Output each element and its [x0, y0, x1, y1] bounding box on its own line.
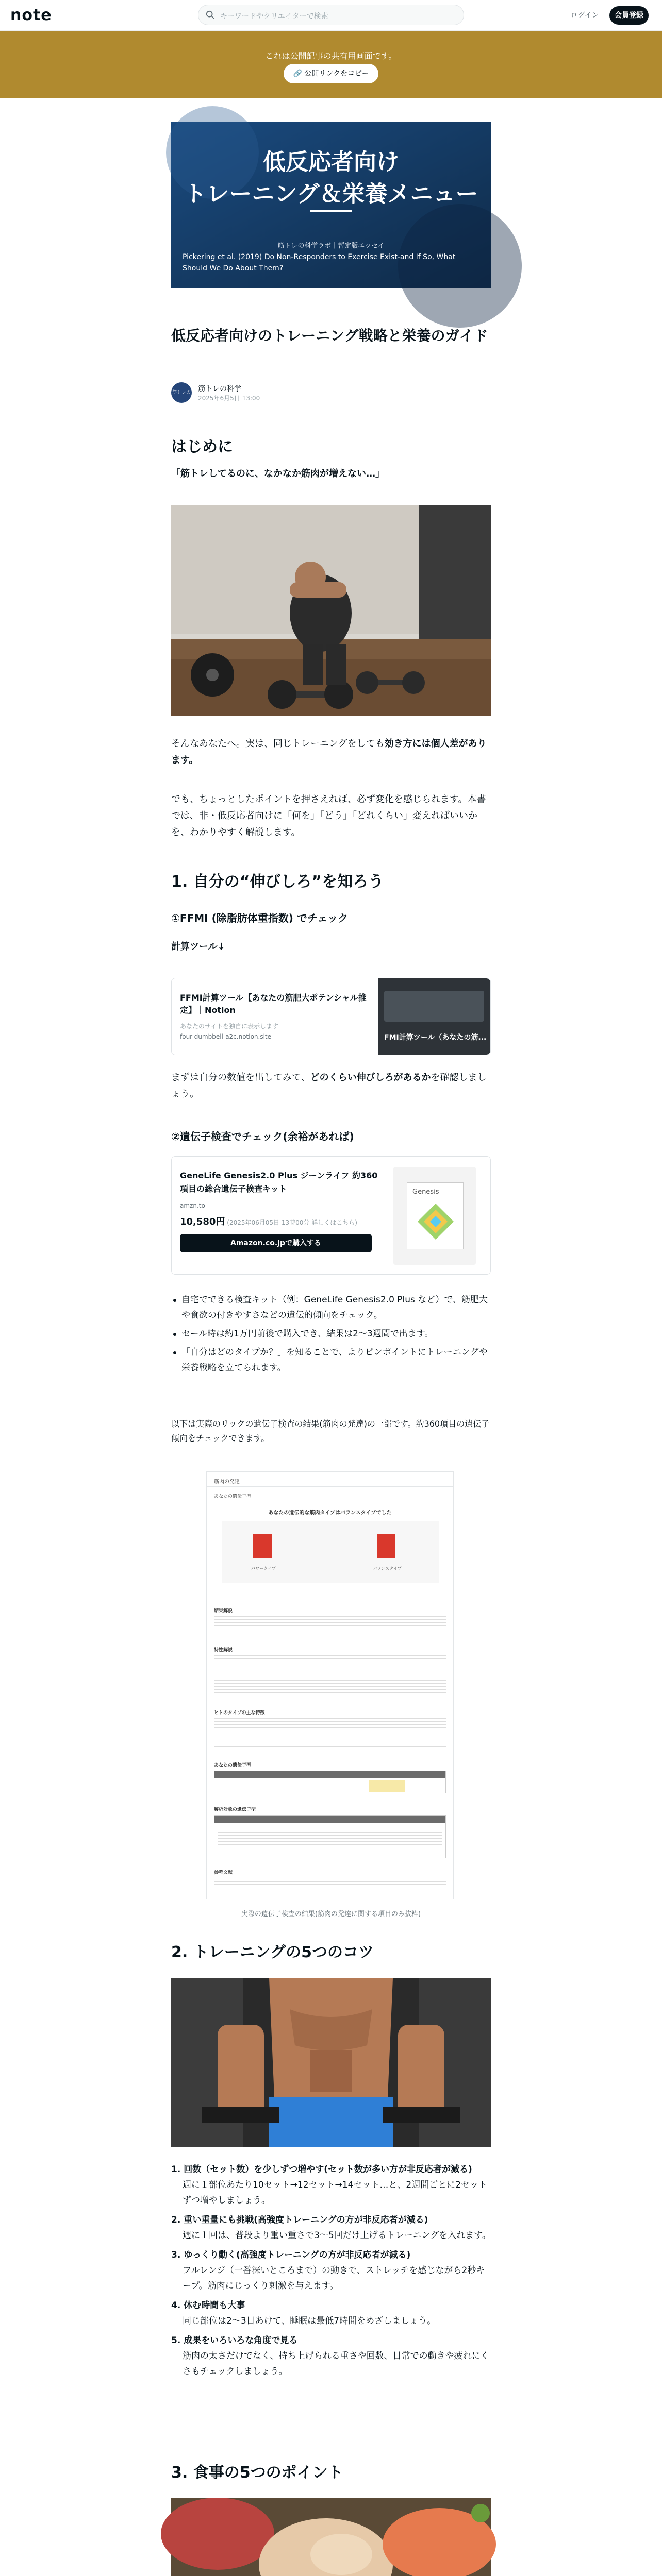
gene-test-subheading: ②遺伝子検査でチェック(余裕があれば) [171, 1130, 354, 1143]
link-icon: 🔗 [293, 70, 305, 78]
product-label: Genesis [412, 1188, 439, 1196]
lifter-illustration [171, 505, 491, 716]
tip-heading: 2. 重い重量にも挑戦(高強度トレーニングの方が非反応者が減る) [171, 2215, 428, 2225]
torso-illustration [171, 1978, 491, 2147]
section1-paragraph-1 [171, 1070, 491, 1103]
doc-text-block [214, 1718, 446, 1749]
thumb-image [384, 991, 484, 1022]
list-item [171, 2212, 491, 2243]
list-item [171, 2162, 491, 2208]
balance-type-label: バランスタイプ [373, 1566, 402, 1571]
intro-heading: はじめに [171, 438, 233, 456]
doc-table-header [214, 1771, 445, 1778]
publish-date: 2025年6月5日 13:00 [198, 395, 260, 402]
tip-heading: 4. 休む時間も大事 [171, 2300, 245, 2311]
doc-tab: あなたの遺伝子型 [214, 1494, 252, 1499]
training-tips-list [171, 2162, 491, 2383]
tip-body: 週に１部位あたり10セット→12セット→14セット…と、2週間ごとに2セットずつ増やしましょう。 [183, 2180, 488, 2206]
list-item: 自宅でできる検査キット（例：GeneLife Genesis2.0 Plus など）で、筋肥大や食欲の付きやすさなどの遺伝的傾向をチェック。 [171, 1292, 491, 1323]
product-image [393, 1167, 476, 1265]
doc-caption: 実際の遺伝子検査の結果(筋肉の発達に関する項目のみ抜粋) [241, 1910, 421, 1918]
ffmi-subheading: ①FFMI (除脂肪体重指数) でチェック [171, 912, 349, 924]
doc-section-1: 結果解説 [214, 1608, 233, 1614]
s1p1-c: を確認しましょう。 [171, 1072, 487, 1099]
tip-heading: 3. ゆっくり動く(高強度トレーニングの方が非反応者が減る) [171, 2250, 411, 2260]
s1p1-b: どのくらい伸びしろがあるか [310, 1072, 431, 1083]
ffmi-card-desc: あなたのサイトを独自に表示します [180, 1023, 279, 1030]
section2-heading: 2. トレーニングの5つのコツ [171, 1943, 374, 1961]
power-type-icon [253, 1534, 272, 1558]
copy-link-label: 公開リンクをコピー [304, 70, 369, 78]
signup-button[interactable]: 会員登録 [609, 6, 649, 25]
gene-test-bullets [171, 1292, 491, 1379]
intro-quote: 「筋トレしてるのに、なかなか筋肉が増えない…」 [171, 468, 385, 479]
tip-body: フルレンジ（一番深いところまで）の動きで、ストレッチを感じながら2秒キープ。筋肉にじっくり刺激を与えます。 [183, 2265, 485, 2291]
doc-table-body [218, 1826, 442, 1855]
hero-citation: Pickering et al. (2019) Do Non-Responders to Exercise Exist-and If So, What Should We Do About Them? [183, 253, 456, 273]
calc-tool-label: 計算ツール↓ [171, 941, 225, 952]
search-icon [206, 10, 215, 20]
doc-section-3: ヒトのタイプの主な特徴 [214, 1710, 265, 1716]
ffmi-card-thumbnail [378, 978, 490, 1055]
section1-paragraph-2: 以下は実際のリックの遺伝子検査の結果(筋肉の発達)の一部です。約360項目の遺伝子傾向をチェックできます。 [171, 1419, 490, 1443]
doc-header: 筋肉の発達 [214, 1479, 240, 1485]
hero-title-line2: トレーニング＆栄養メニュー [184, 181, 478, 207]
protein-foods-photo [171, 2498, 491, 2576]
list-item [171, 2247, 491, 2294]
doc-section-5: 解析対象の遺伝子型 [214, 1807, 256, 1812]
doc-result-panel [222, 1521, 439, 1583]
amazon-buy-button[interactable]: Amazon.co.jpで購入する [180, 1234, 372, 1252]
product-price: 10,580円 [180, 1216, 225, 1227]
author-block[interactable] [171, 382, 491, 416]
hero-divider [310, 210, 352, 212]
amazon-product-card[interactable] [171, 1156, 491, 1275]
section3-heading: 3. 食事の5つのポイント [171, 2464, 343, 2482]
doc-text-block [214, 1616, 446, 1632]
doc-section-2: 特性解説 [214, 1648, 233, 1653]
doc-analysis-table [214, 1815, 446, 1858]
login-button[interactable]: ログイン [570, 11, 599, 20]
doc-genotype-table [214, 1771, 446, 1793]
avatar[interactable]: 筋トレの科学 [171, 382, 192, 403]
hero-subline: 筋トレの科学ラボ｜暫定版エッセイ [277, 242, 385, 250]
ffmi-card-title: FFMI計算ツール【あなたの筋肥大ポテンシャル推定】｜Notion [180, 993, 367, 1015]
site-header [0, 0, 662, 31]
doc-section-4: あなたの遺伝子型 [214, 1763, 252, 1768]
intro-p1-bold: 効き方には個人差があります。 [171, 738, 487, 766]
product-box [407, 1182, 464, 1249]
list-item [171, 2298, 491, 2329]
doc-highlight-cell [369, 1780, 405, 1792]
doc-table-header [214, 1816, 445, 1823]
share-banner [0, 31, 662, 98]
s1p1-a: まずは自分の数値を出してみて、 [171, 1072, 310, 1083]
list-item [171, 2333, 491, 2379]
power-type-label: パワータイプ [251, 1566, 276, 1571]
tip-heading: 1. 回数（セット数）を少しずつ増やす(セット数が多い方が非反応者が減る) [171, 2164, 472, 2175]
ffmi-link-card[interactable] [171, 978, 491, 1055]
intro-p1-text: そんなあなたへ。実は、同じトレーニングをしても [171, 738, 385, 749]
tip-body: 同じ部位は2〜3日あけて、睡眠は最低7時間をめざしましょう。 [183, 2316, 436, 2326]
foods-illustration [171, 2498, 491, 2576]
intro-paragraph-1 [171, 736, 491, 769]
list-item: セール時は約1万円前後で購入でき、結果は2〜3週間で出ます。 [171, 1326, 491, 1342]
doc-text-block [214, 1655, 446, 1697]
search-placeholder: キーワードやクリエイターで検索 [220, 12, 328, 21]
search-box[interactable] [198, 5, 464, 25]
price-note: (2025年06月05日 13時00分 詳しくはこちら) [227, 1219, 357, 1226]
note-logo[interactable]: note [10, 6, 52, 24]
diamond-logo-icon [418, 1204, 454, 1240]
intro-paragraph-2: でも、ちょっとしたポイントを押さえれば、必ず変化を感じられます。本書では、非・低反応者向けに「何を」「どう」「どれくらい」変えればいいかを、わかりやすく解説します。 [171, 794, 486, 838]
ffmi-thumb-label: FMI計算ツール（あなたの筋... [384, 1033, 487, 1042]
section1-heading: 1. 自分の“伸びしろ”を知ろう [171, 873, 384, 891]
list-item: 「自分はどのタイプか？」を知ることで、よりピンポイントにトレーニングや栄養戦略を立てられます。 [171, 1345, 491, 1376]
product-source: amzn.to [180, 1202, 205, 1209]
muscular-torso-photo [171, 1978, 491, 2147]
article-title: 低反応者向けのトレーニング戦略と栄養のガイド [171, 327, 488, 344]
doc-divider [207, 1486, 453, 1487]
dejected-lifter-photo [171, 505, 491, 716]
ffmi-card-url: four-dumbbell-a2c.notion.site [180, 1033, 272, 1040]
gene-test-result-image [206, 1471, 454, 1899]
doc-section-6: 参考文献 [214, 1870, 233, 1875]
hero-title-line1: 低反応者向け [263, 149, 399, 175]
tip-body: 週に１回は、普段より重い重さで3〜5回だけ上げるトレーニングを入れます。 [183, 2230, 491, 2241]
tip-body: 筋肉の太さだけでなく、持ち上げられる重さや回数、日常での動きや疲れにくさもチェックしましょう。 [183, 2351, 489, 2377]
balance-type-icon [377, 1534, 395, 1558]
doc-headline: あなたの遺伝的な筋肉タイプはバランスタイプでした [268, 1510, 392, 1516]
share-banner-text: これは公開記事の共有用画面です。 [265, 51, 397, 61]
doc-text-block [214, 1878, 446, 1887]
tip-heading: 5. 成果をいろいろな角度で見る [171, 2335, 298, 2346]
copy-link-button[interactable] [284, 64, 378, 83]
product-title: GeneLife Genesis2.0 Plus ジーンライフ 約360項目の総合遺伝子検査キット [180, 1171, 378, 1194]
price-row [180, 1214, 386, 1228]
author-name[interactable]: 筋トレの科学 [198, 385, 241, 393]
hero-image [171, 122, 491, 288]
